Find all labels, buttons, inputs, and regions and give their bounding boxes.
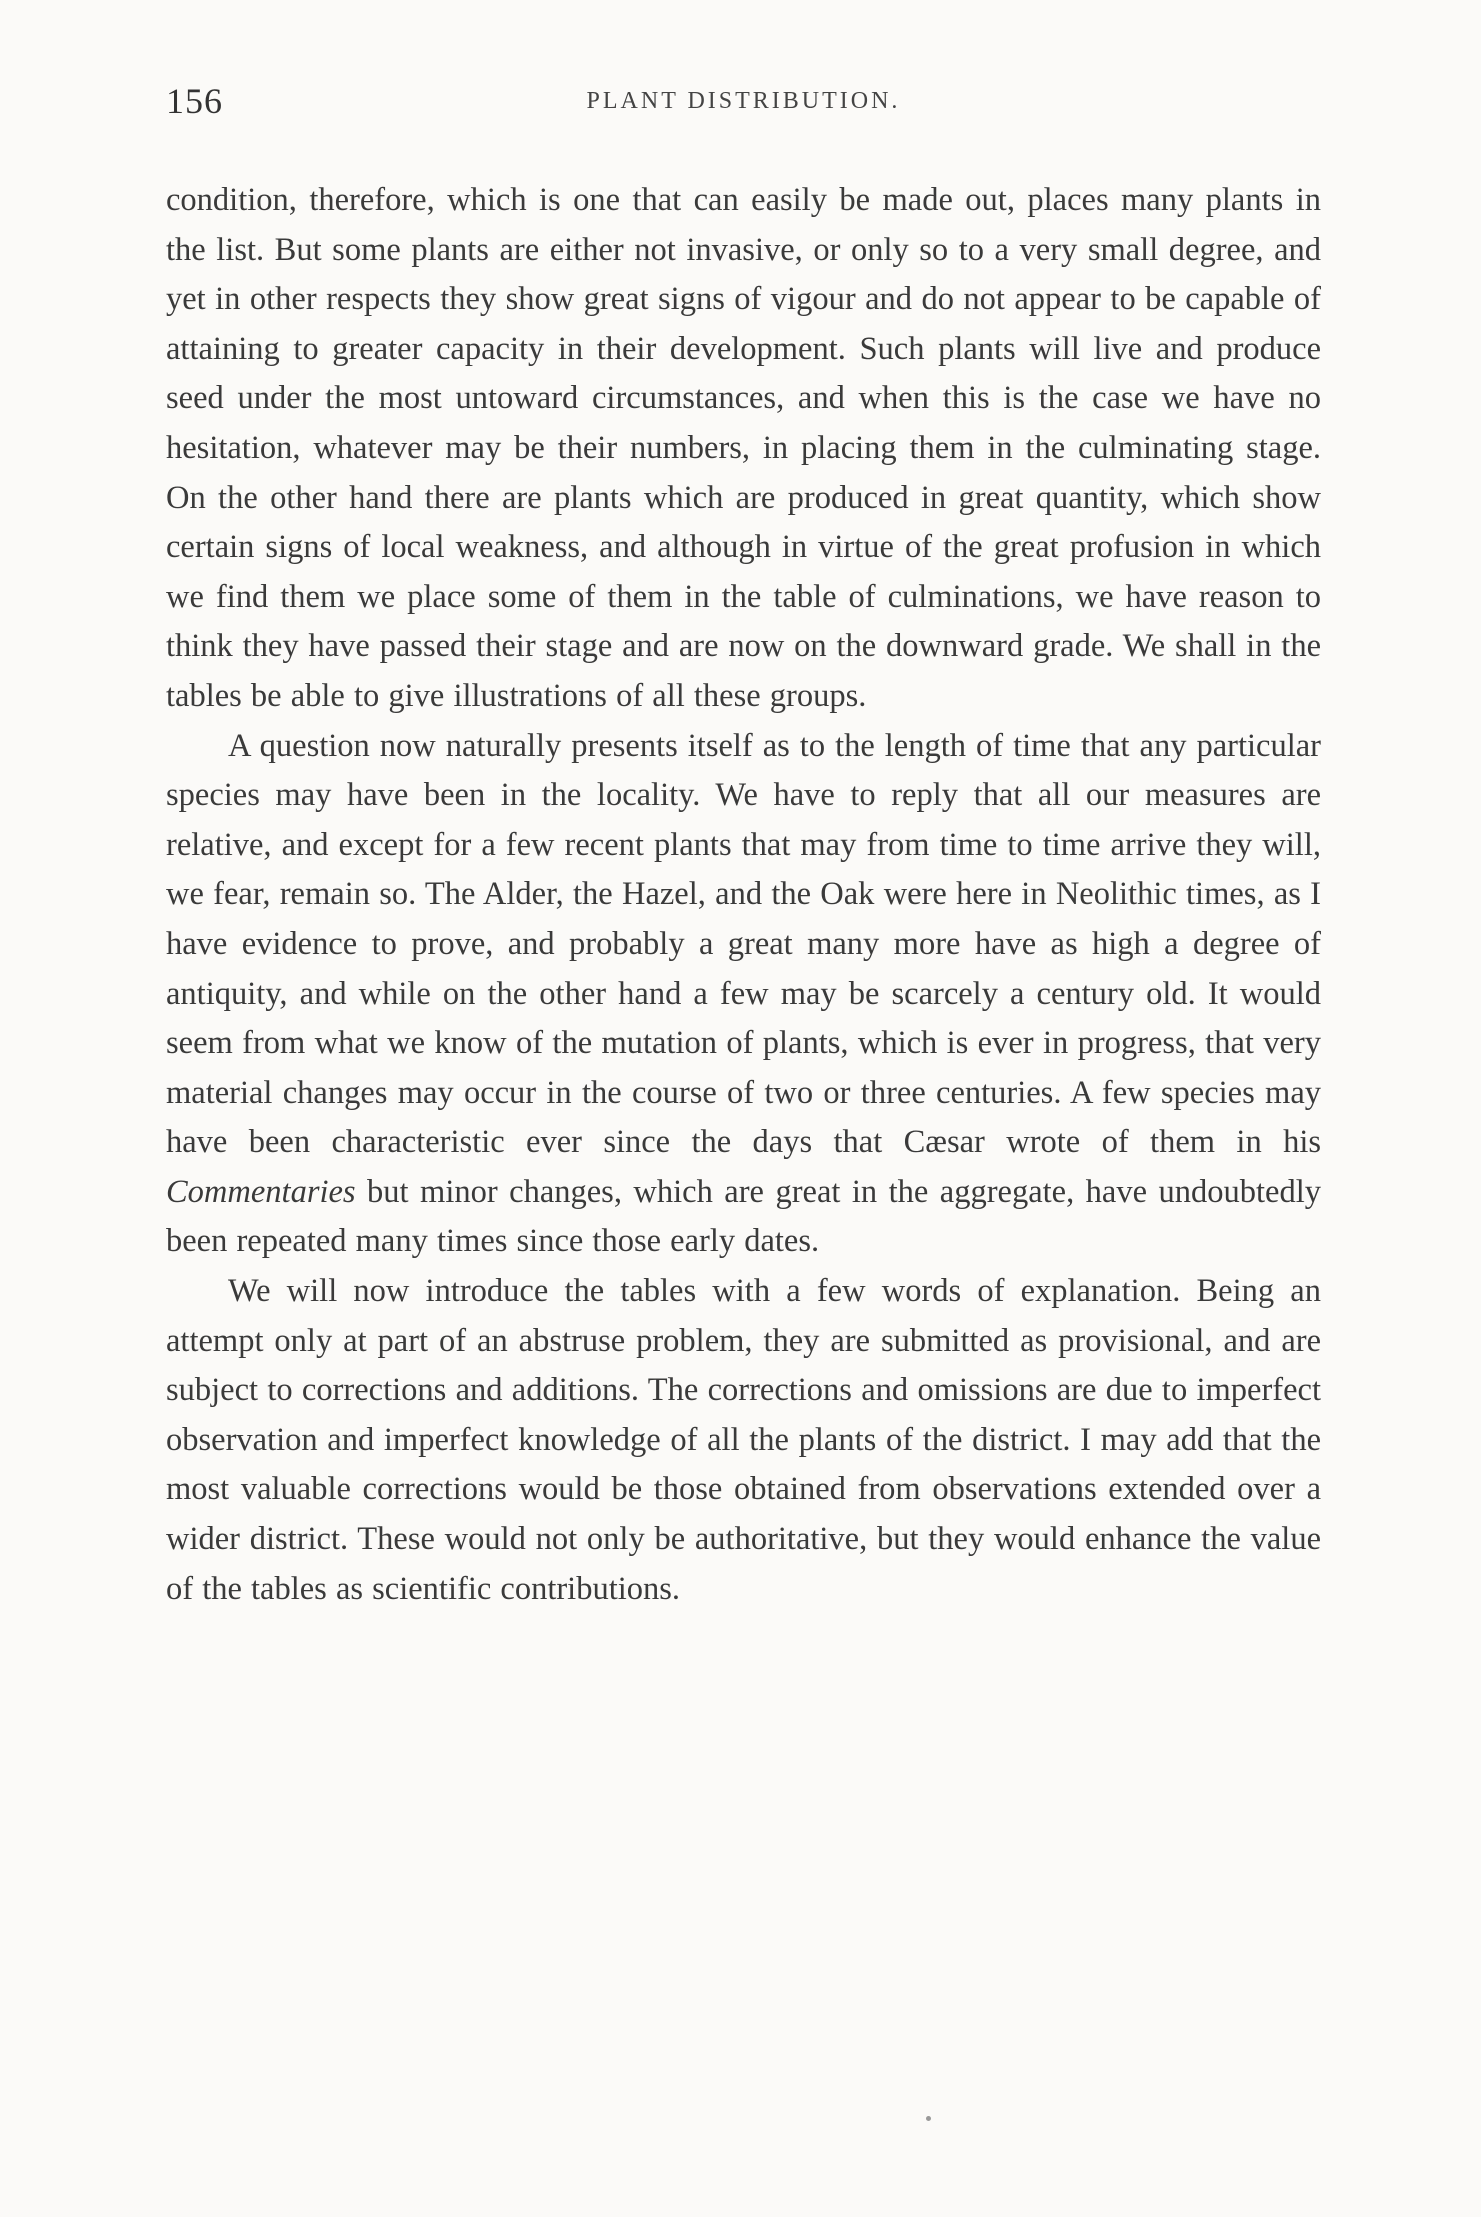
paragraph-question (166, 722, 1321, 1268)
paragraph-tables-intro (166, 1267, 1321, 1614)
running-title: PLANT DISTRIBUTION. (586, 88, 901, 114)
ink-speck (926, 2116, 931, 2121)
body-text (166, 176, 1321, 1614)
paragraph-3-text: We will now introduce the tables with a few words of explanation. Being an attempt only at part of an abstruse problem, they are submitted as provisional, and are subject to corrections and additions. The corrections and omissions are due to imperfect observation and imperfect knowledge of all the plants of the district. I may add that the most valuable corrections would be those obtained from observations extended over a wider district. These would not only be authoritative, but they would enhance the value of the tables as scientific contributions. (166, 1273, 1321, 1607)
paragraph-continued (166, 176, 1321, 722)
italic-title-commentaries: Commentaries (166, 1173, 356, 1210)
paragraph-1-text: condition, therefore, which is one that can easily be made out, places many plants in the list. But some plants are either not invasive, or only so to a very small degree, and yet in other respects they show great signs of vigour and do not appear to be capable of attaining to greater capacity in their development. Such plants will live and produce seed under the most untoward circumstances, and when this is the case we have no hesitation, whatever may be their numbers, in placing them in the culminating stage. On the other hand there are plants which are produced in great quantity, which show certain signs of local weakness, and although in virtue of the great profusion in which we find them we place some of them in the table of culminations, we have reason to think they have passed their stage and are now on the downward grade. We shall in the tables be able to give illustrations of all these groups. (166, 182, 1321, 714)
paragraph-2-text-b: but minor changes, which are great in the aggregate, have undoubtedly been repeated many times since those early dates. (166, 1173, 1321, 1260)
page-header (166, 80, 1321, 130)
page-number: 156 (166, 81, 223, 121)
paragraph-2-text-a: A question now naturally presents itself as to the length of time that any particular species may have been in the locality. We have to reply that all our measures are relative, and except for a few recent plants that may from time to time arrive they will, we fear, remain so. The Alder, the Hazel, and the Oak were here in Neolithic times, as I have evidence to prove, and probably a great many more have as high a degree of antiquity, and while on the other hand a few may be scarcely a century old. It would seem from what we know of the mutation of plants, which is ever in progress, that very material changes may occur in the course of two or three centuries. A few species may have been characteristic ever since the days that Cæsar wrote of them in his (166, 727, 1321, 1161)
